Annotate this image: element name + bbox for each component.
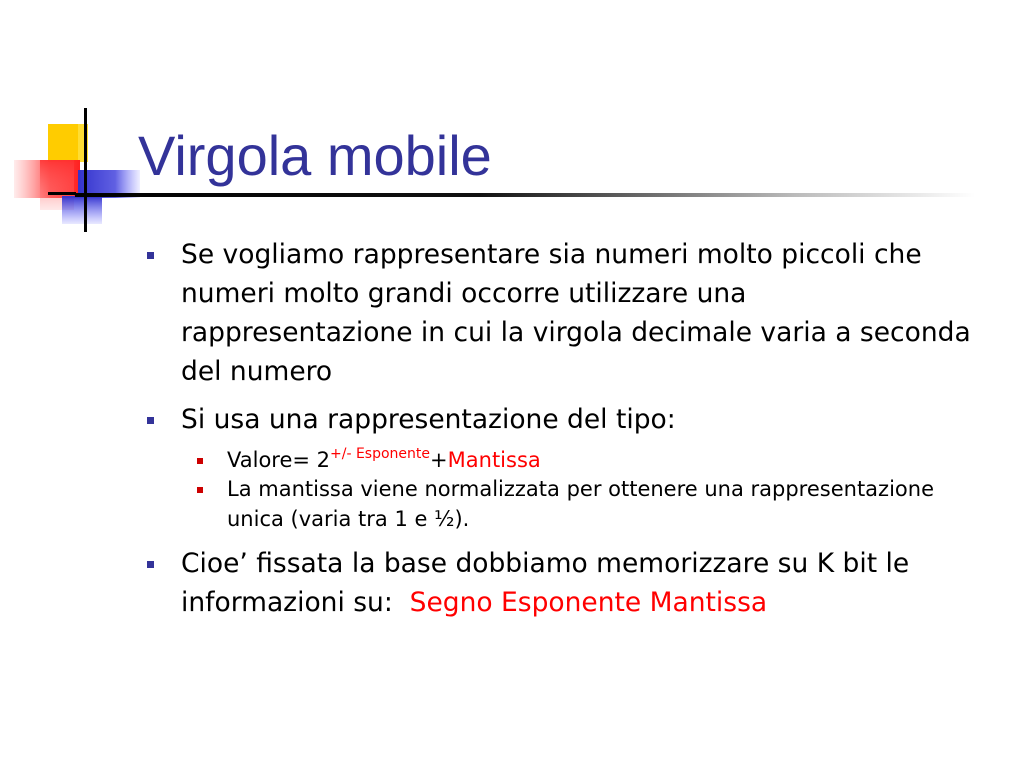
yellow-square xyxy=(48,124,78,162)
sub-bullet-text: La mantissa viene normalizzata per ottenere una rappresentazione unica (varia tra 1 e ½). xyxy=(227,477,934,531)
blue-vertical-bar xyxy=(62,196,102,224)
formula-plus: + xyxy=(430,448,448,472)
slide-body xyxy=(140,235,980,631)
slide-title: Virgola mobile xyxy=(138,124,492,187)
bullet-text: Cioe’ fissata la base dobbiamo memorizzare su K bit le informazioni su: xyxy=(181,548,910,618)
bullet-item xyxy=(140,544,980,622)
formula-mantissa: Mantissa xyxy=(447,448,541,472)
bullet-item xyxy=(140,235,980,391)
sub-bullet-item xyxy=(140,474,980,534)
square-bullet-icon xyxy=(197,487,203,493)
decorative-logo-graphic xyxy=(0,0,150,240)
black-horizontal-line xyxy=(48,192,76,195)
black-vertical-line xyxy=(84,108,87,232)
square-bullet-icon xyxy=(147,252,154,259)
square-bullet-icon xyxy=(147,561,154,568)
bullet-text: Se vogliamo rappresentare sia numeri molto piccoli che numeri molto grandi occorre utilizzare una rappresentazione in cui la virgola decimale varia a seconda del numero xyxy=(181,239,971,387)
sub-bullet-item xyxy=(140,445,980,475)
square-bullet-icon xyxy=(147,417,154,424)
title-underline xyxy=(75,193,975,197)
bullet-highlight: Segno Esponente Mantissa xyxy=(409,587,768,618)
bullet-text: Si usa una rappresentazione del tipo: xyxy=(181,404,676,435)
formula-prefix: Valore= 2 xyxy=(227,448,331,472)
formula-exponent: +/- Esponente xyxy=(330,446,431,462)
bullet-item xyxy=(140,400,980,439)
square-bullet-icon xyxy=(197,458,203,464)
